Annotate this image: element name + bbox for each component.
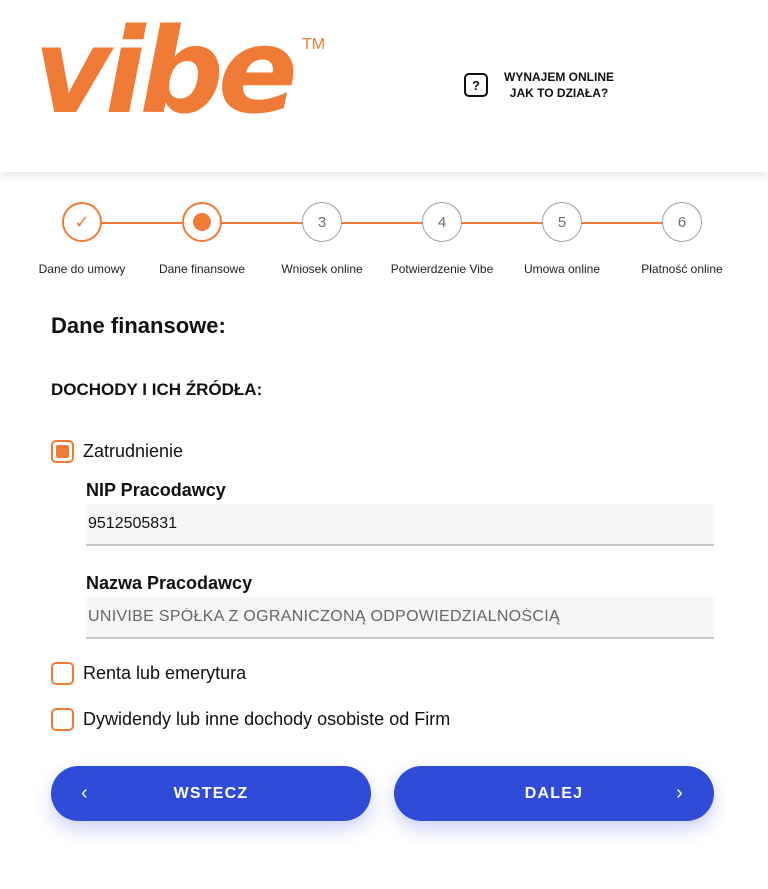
step-4[interactable] bbox=[382, 202, 502, 276]
chevron-left-icon: ‹ bbox=[81, 782, 89, 804]
step-1[interactable] bbox=[22, 202, 142, 276]
next-button-label: DALEJ bbox=[524, 784, 584, 802]
how-it-works-link[interactable] bbox=[464, 69, 614, 101]
logo-text: vibe bbox=[34, 2, 292, 140]
next-button[interactable] bbox=[394, 766, 714, 821]
back-button[interactable] bbox=[51, 766, 371, 821]
step-3-circle: 3 bbox=[302, 202, 342, 242]
dividends-checkbox-row[interactable] bbox=[51, 708, 450, 731]
chevron-right-icon: › bbox=[676, 782, 684, 804]
step-3-label: Wniosek online bbox=[281, 262, 363, 276]
step-2-label: Dane finansowe bbox=[158, 262, 246, 276]
page-title: Dane finansowe: bbox=[51, 313, 226, 338]
step-1-label: Dane do umowy bbox=[38, 262, 126, 276]
section-title: DOCHODY I ICH ŹRÓDŁA: bbox=[51, 380, 263, 399]
header bbox=[0, 0, 768, 172]
question-icon: ? bbox=[464, 73, 488, 97]
pension-label: Renta lub emerytura bbox=[83, 663, 247, 683]
checked-mark-icon bbox=[56, 445, 69, 458]
step-4-label: Potwierdzenie Vibe bbox=[390, 262, 494, 276]
dividends-label: Dywidendy lub inne dochody osobiste od Firm bbox=[83, 709, 451, 729]
step-2-circle bbox=[182, 202, 222, 242]
check-icon: ✓ bbox=[74, 211, 90, 232]
step-6[interactable] bbox=[622, 202, 742, 276]
step-6-circle: 6 bbox=[662, 202, 702, 242]
step-4-circle: 4 bbox=[422, 202, 462, 242]
progress-stepper bbox=[0, 196, 768, 286]
employer-name-input[interactable] bbox=[86, 597, 714, 639]
vibe-logo[interactable] bbox=[34, 2, 334, 142]
step-6-label: Płatność online bbox=[641, 262, 723, 276]
dividends-checkbox[interactable] bbox=[51, 708, 74, 731]
employer-name-label: Nazwa Pracodawcy bbox=[86, 573, 253, 593]
employment-label: Zatrudnienie bbox=[83, 441, 184, 461]
step-5-label: Umowa online bbox=[523, 262, 601, 276]
pension-checkbox[interactable] bbox=[51, 662, 74, 685]
help-line-2: JAK TO DZIAŁA? bbox=[509, 86, 609, 100]
logo-trademark: TM bbox=[302, 36, 326, 53]
help-line-1: WYNAJEM ONLINE bbox=[504, 70, 615, 84]
nip-label: NIP Pracodawcy bbox=[86, 480, 226, 500]
step-2[interactable] bbox=[142, 202, 262, 276]
how-it-works-text bbox=[504, 69, 614, 101]
pension-checkbox-row[interactable] bbox=[51, 662, 246, 685]
back-button-label: WSTECZ bbox=[173, 784, 249, 802]
step-1-circle bbox=[62, 202, 102, 242]
employment-checkbox[interactable] bbox=[51, 440, 74, 463]
step-3[interactable] bbox=[262, 202, 382, 276]
employment-checkbox-row[interactable] bbox=[51, 440, 183, 463]
step-5[interactable] bbox=[502, 202, 622, 276]
step-5-circle: 5 bbox=[542, 202, 582, 242]
nip-input[interactable] bbox=[86, 504, 714, 546]
current-step-dot-icon bbox=[193, 213, 211, 231]
